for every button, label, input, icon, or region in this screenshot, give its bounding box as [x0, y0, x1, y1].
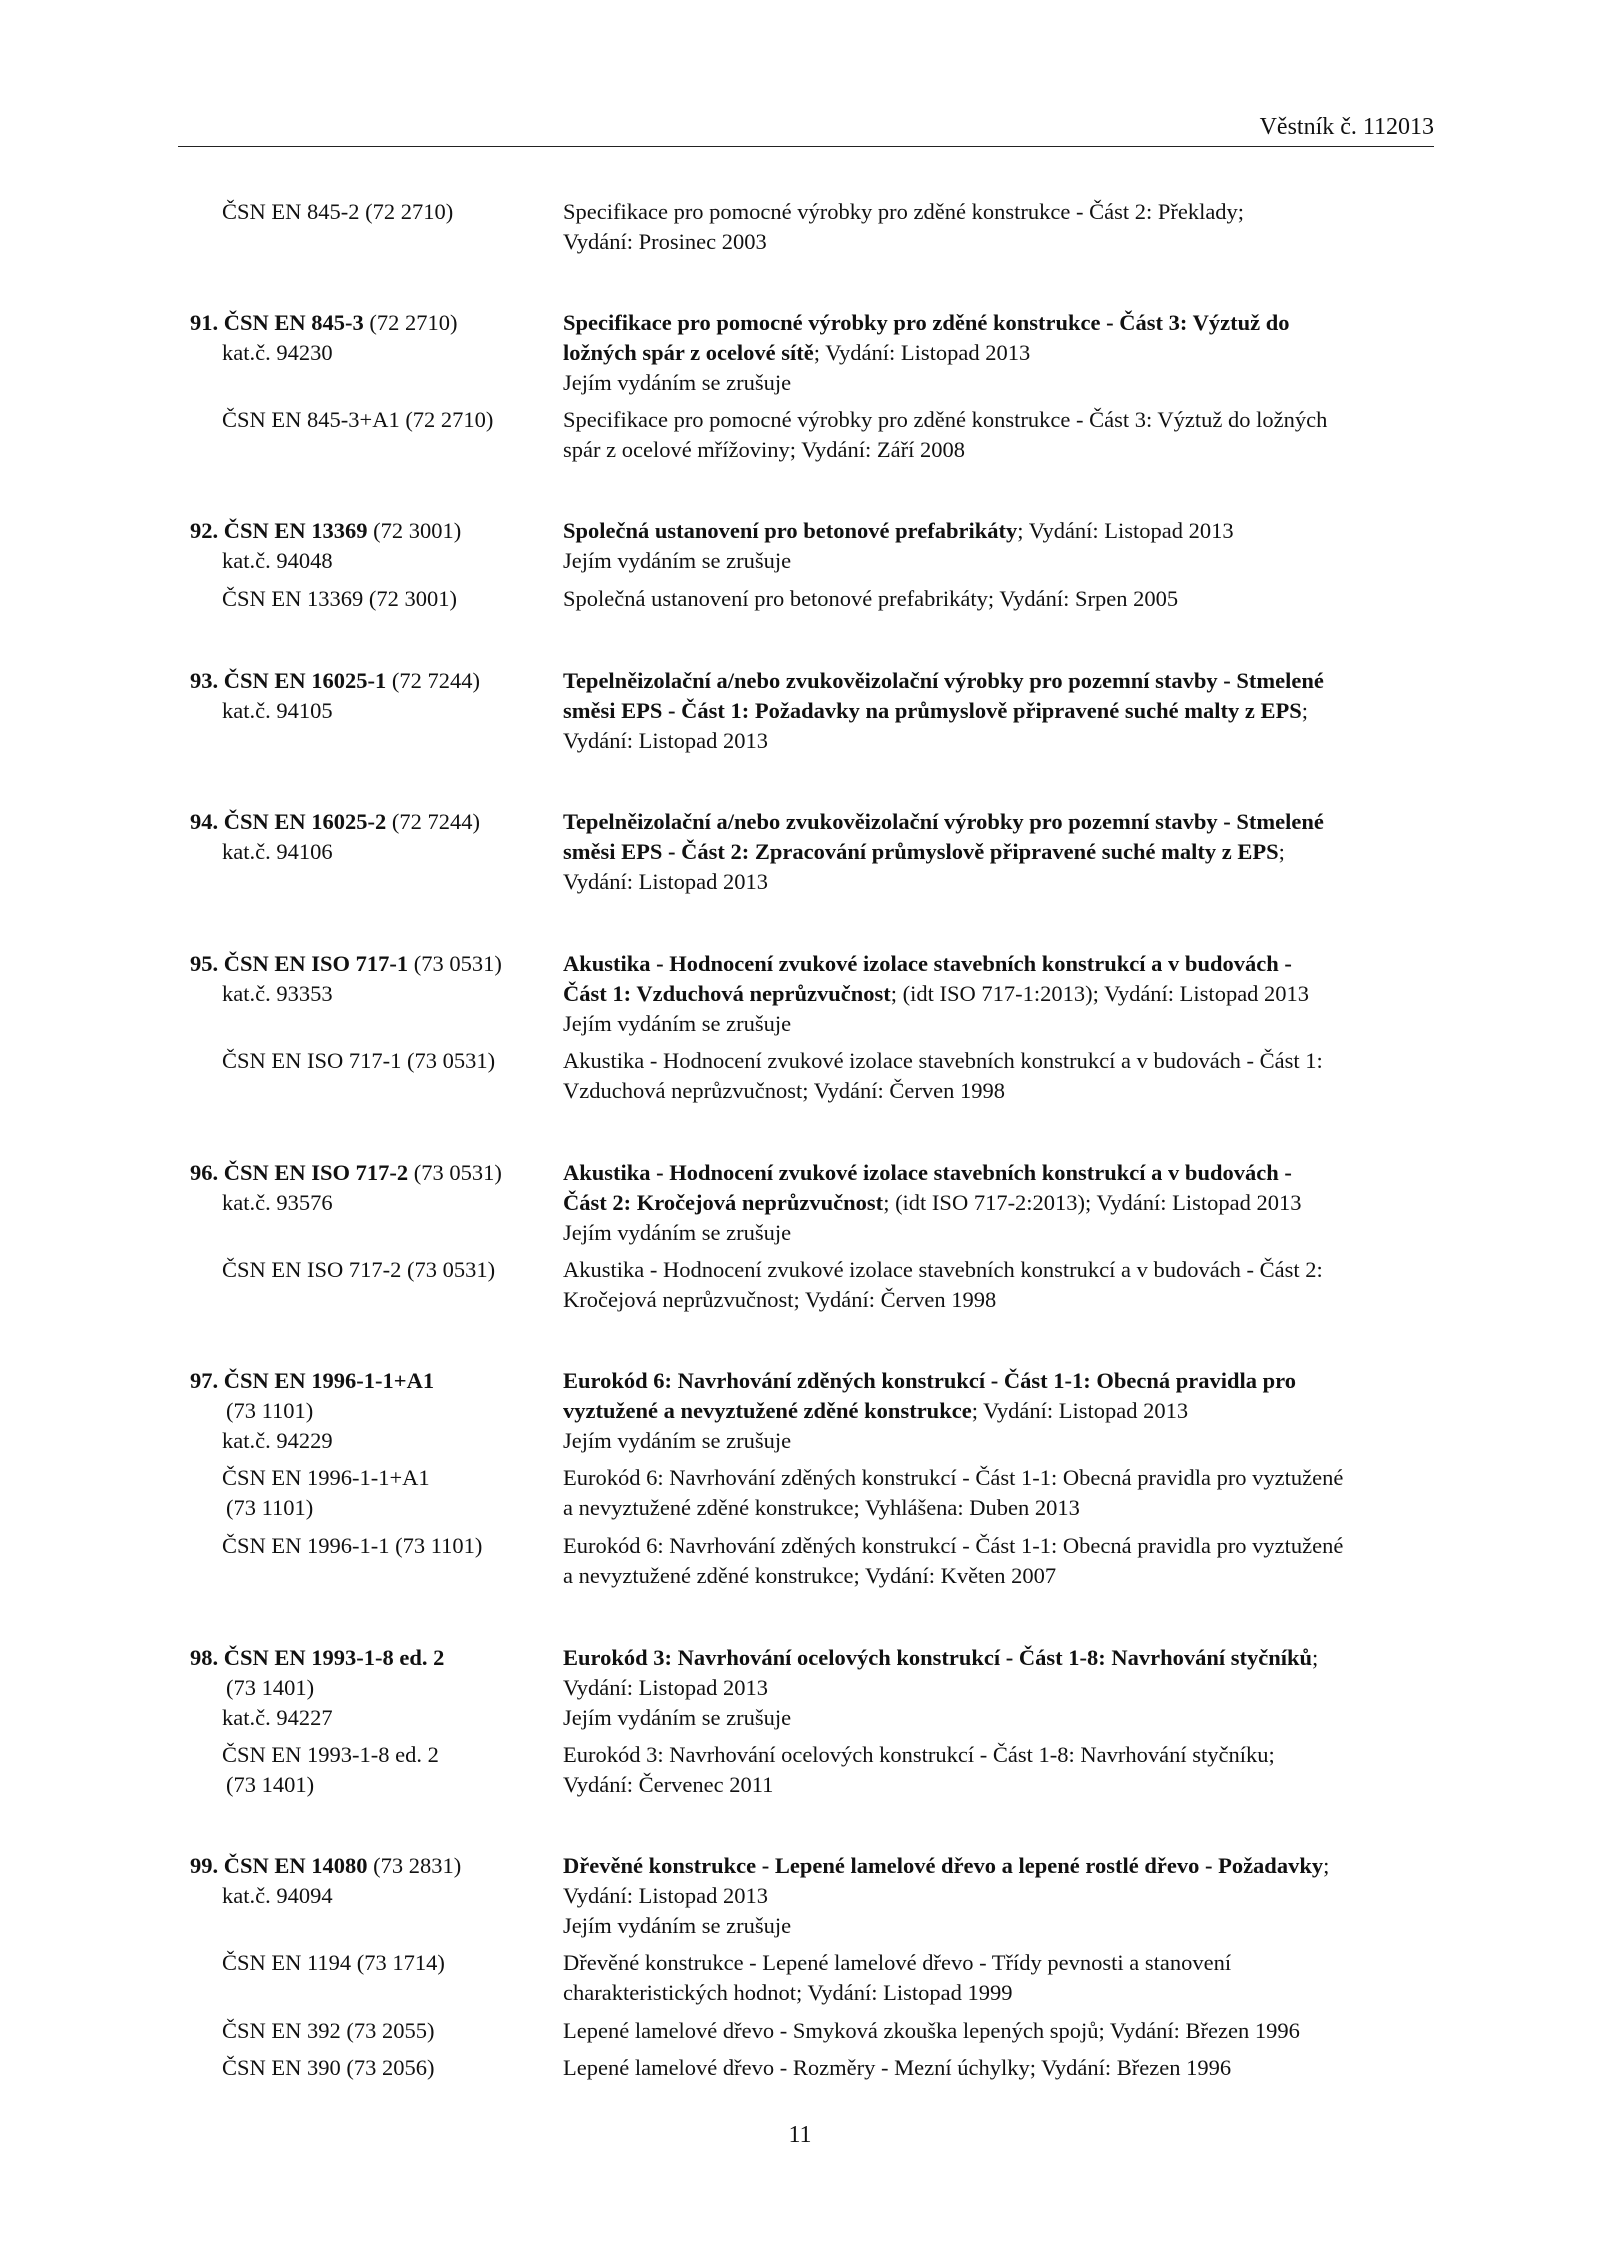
- entry-99-replaced-code: ČSN EN 1194 (73 1714): [222, 1950, 445, 1975]
- entry-93-code: 93. ČSN EN 16025-1 (72 7244): [190, 668, 481, 693]
- entry-95-replaced-title: Akustika - Hodnocení zvukové izolace stavebních konstrukcí a v budovách - Část 1:: [563, 1048, 1323, 1073]
- replaced-standard-title: Specifikace pro pomocné výrobky pro zděné konstrukce - Část 2: Překlady;: [563, 199, 1245, 224]
- entry-96-title: Akustika - Hodnocení zvukové izolace stavebních konstrukcí a v budovách -: [563, 1160, 1292, 1185]
- entry-98-replaced-title: Vydání: Červenec 2011: [563, 1772, 774, 1797]
- entry-96-replaced-code: ČSN EN ISO 717-2 (73 0531): [222, 1257, 496, 1282]
- entry-98-code-number: (73 1401): [226, 1675, 315, 1700]
- entry-91-replaces-note: Jejím vydáním se zrušuje: [563, 370, 792, 395]
- entry-99-replaced-title: Dřevěné konstrukce - Lepené lamelové dřevo - Třídy pevnosti a stanovení: [563, 1950, 1232, 1975]
- entry-98-title: Eurokód 3: Navrhování ocelových konstrukcí - Část 1-8: Navrhování styčníků;: [563, 1645, 1319, 1670]
- entry-94-catalog: kat.č. 94106: [222, 839, 333, 864]
- entry-91-replaced-title: spár z ocelové mřížoviny; Vydání: Září 2008: [563, 437, 965, 462]
- entry-99-catalog: kat.č. 94094: [222, 1883, 333, 1908]
- entry-98-replaced-code: ČSN EN 1993-1-8 ed. 2: [222, 1742, 439, 1767]
- entry-94-code: 94. ČSN EN 16025-2 (72 7244): [190, 809, 481, 834]
- entry-98-date: Vydání: Listopad 2013: [563, 1675, 768, 1700]
- entry-95-code: 95. ČSN EN ISO 717-1 (73 0531): [190, 951, 502, 976]
- entry-93-catalog: kat.č. 94105: [222, 698, 333, 723]
- entry-95-replaced-code: ČSN EN ISO 717-1 (73 0531): [222, 1048, 496, 1073]
- entry-98-catalog: kat.č. 94227: [222, 1705, 333, 1730]
- page-number: 11: [788, 2122, 812, 2148]
- entry-98-replaced-code-number: (73 1401): [226, 1772, 315, 1797]
- entry-97-replaced-title: Eurokód 6: Navrhování zděných konstrukcí - Část 1-1: Obecná pravidla pro vyztužené: [563, 1465, 1344, 1490]
- entry-96-replaced-title: Akustika - Hodnocení zvukové izolace stavebních konstrukcí a v budovách - Část 2:: [563, 1257, 1323, 1282]
- replaced-standard-title: Vydání: Prosinec 2003: [563, 229, 767, 254]
- entry-98-replaced-title: Eurokód 3: Navrhování ocelových konstrukcí - Část 1-8: Navrhování styčníku;: [563, 1742, 1275, 1767]
- entry-95-replaces-note: Jejím vydáním se zrušuje: [563, 1011, 792, 1036]
- entry-99-title: Dřevěné konstrukce - Lepené lamelové dřevo a lepené rostlé dřevo - Požadavky;: [563, 1853, 1330, 1878]
- entry-99-date: Vydání: Listopad 2013: [563, 1883, 768, 1908]
- entry-96-title: Část 2: Kročejová neprůzvučnost; (idt ISO 717-2:2013); Vydání: Listopad 2013: [563, 1190, 1302, 1215]
- header-rule: [178, 146, 1434, 147]
- entry-91-title: ložných spár z ocelové sítě; Vydání: Listopad 2013: [563, 340, 1031, 365]
- entry-97-replaced-code-number: (73 1101): [226, 1495, 314, 1520]
- entry-97-catalog: kat.č. 94229: [222, 1428, 333, 1453]
- entry-99-replaced-code-2: ČSN EN 392 (73 2055): [222, 2018, 435, 2043]
- entry-99-replaces-note: Jejím vydáním se zrušuje: [563, 1913, 792, 1938]
- entry-96-code: 96. ČSN EN ISO 717-2 (73 0531): [190, 1160, 502, 1185]
- entry-93-title: Tepelněizolační a/nebo zvukověizolační výrobky pro pozemní stavby - Stmelené: [563, 668, 1324, 693]
- entry-97-code-number: (73 1101): [226, 1398, 314, 1423]
- entry-91-replaced-title: Specifikace pro pomocné výrobky pro zděné konstrukce - Část 3: Výztuž do ložných: [563, 407, 1328, 432]
- entry-99-replaced-code-3: ČSN EN 390 (73 2056): [222, 2055, 435, 2080]
- entry-95-catalog: kat.č. 93353: [222, 981, 333, 1006]
- entry-99-replaced-title: charakteristických hodnot; Vydání: Listopad 1999: [563, 1980, 1013, 2005]
- entry-91-catalog: kat.č. 94230: [222, 340, 333, 365]
- entry-93-date: Vydání: Listopad 2013: [563, 728, 768, 753]
- entry-98-code: 98. ČSN EN 1993-1-8 ed. 2: [190, 1645, 445, 1670]
- entry-97-replaced-code: ČSN EN 1996-1-1+A1: [222, 1465, 430, 1490]
- entry-97-replaces-note: Jejím vydáním se zrušuje: [563, 1428, 792, 1453]
- entry-95-title: Akustika - Hodnocení zvukové izolace stavebních konstrukcí a v budovách -: [563, 951, 1292, 976]
- entry-91-title: Specifikace pro pomocné výrobky pro zděné konstrukce - Část 3: Výztuž do: [563, 310, 1290, 335]
- entry-97-code: 97. ČSN EN 1996-1-1+A1: [190, 1368, 435, 1393]
- entry-99-replaced-title-2: Lepené lamelové dřevo - Smyková zkouška lepených spojů; Vydání: Březen 1996: [563, 2018, 1300, 2043]
- entry-92-title: Společná ustanovení pro betonové prefabrikáty; Vydání: Listopad 2013: [563, 518, 1234, 543]
- entry-96-catalog: kat.č. 93576: [222, 1190, 333, 1215]
- entry-95-title: Část 1: Vzduchová neprůzvučnost; (idt ISO 717-1:2013); Vydání: Listopad 2013: [563, 981, 1310, 1006]
- entry-94-title: směsi EPS - Část 2: Zpracování průmyslově připravené suché malty z EPS;: [563, 839, 1285, 864]
- entry-92-replaced-title: Společná ustanovení pro betonové prefabrikáty; Vydání: Srpen 2005: [563, 586, 1179, 611]
- entry-96-replaced-title: Kročejová neprůzvučnost; Vydání: Červen 1998: [563, 1287, 997, 1312]
- entry-92-catalog: kat.č. 94048: [222, 548, 333, 573]
- entry-94-date: Vydání: Listopad 2013: [563, 869, 768, 894]
- entry-93-title: směsi EPS - Část 1: Požadavky na průmyslově připravené suché malty z EPS;: [563, 698, 1309, 723]
- page-header: Věstník č. 112013: [1259, 114, 1434, 140]
- entry-97-replaced-title-2: Eurokód 6: Navrhování zděných konstrukcí - Část 1-1: Obecná pravidla pro vyztužené: [563, 1533, 1344, 1558]
- entry-94-title: Tepelněizolační a/nebo zvukověizolační výrobky pro pozemní stavby - Stmelené: [563, 809, 1324, 834]
- entry-97-title: Eurokód 6: Navrhování zděných konstrukcí - Část 1-1: Obecná pravidla pro: [563, 1368, 1296, 1393]
- entry-91-code: 91. ČSN EN 845-3 (72 2710): [190, 310, 458, 335]
- entry-97-title: vyztužené a nevyztužené zděné konstrukce; Vydání: Listopad 2013: [563, 1398, 1189, 1423]
- entry-99-code: 99. ČSN EN 14080 (73 2831): [190, 1853, 462, 1878]
- entry-95-replaced-title: Vzduchová neprůzvučnost; Vydání: Červen 1998: [563, 1078, 1005, 1103]
- entry-92-code: 92. ČSN EN 13369 (72 3001): [190, 518, 462, 543]
- entry-99-replaced-title-3: Lepené lamelové dřevo - Rozměry - Mezní úchylky; Vydání: Březen 1996: [563, 2055, 1232, 2080]
- entry-97-replaced-code-2: ČSN EN 1996-1-1 (73 1101): [222, 1533, 483, 1558]
- entry-97-replaced-title: a nevyztužené zděné konstrukce; Vyhlášena: Duben 2013: [563, 1495, 1080, 1520]
- entry-96-replaces-note: Jejím vydáním se zrušuje: [563, 1220, 792, 1245]
- entry-97-replaced-title-2: a nevyztužené zděné konstrukce; Vydání: Květen 2007: [563, 1563, 1057, 1588]
- entry-92-replaces-note: Jejím vydáním se zrušuje: [563, 548, 792, 573]
- entry-98-replaces-note: Jejím vydáním se zrušuje: [563, 1705, 792, 1730]
- replaced-standard-code: ČSN EN 845-2 (72 2710): [222, 199, 454, 224]
- entry-92-replaced-code: ČSN EN 13369 (72 3001): [222, 586, 457, 611]
- entry-91-replaced-code: ČSN EN 845-3+A1 (72 2710): [222, 407, 494, 432]
